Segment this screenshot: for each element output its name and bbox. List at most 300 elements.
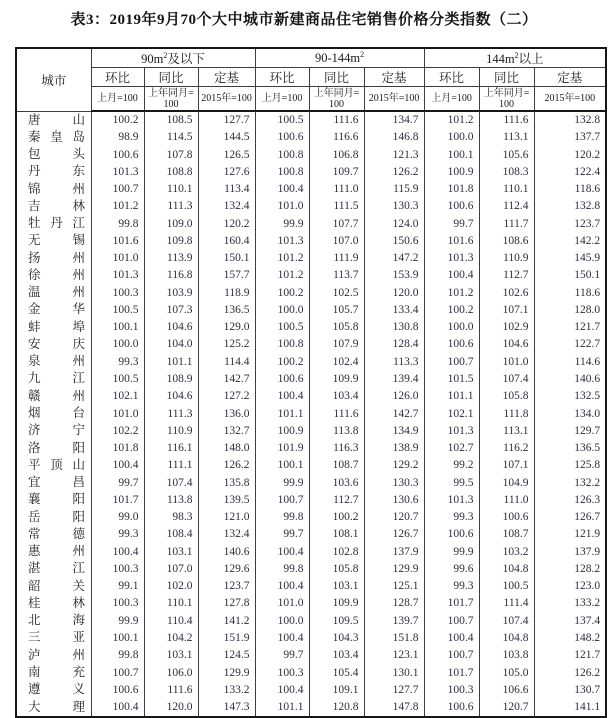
metric-header-mom: 环比 <box>424 68 479 87</box>
value-cell: 127.7 <box>364 681 424 698</box>
base-header-same-month-last-year: 上年同月=100 <box>309 87 364 112</box>
city-cell <box>16 370 91 387</box>
city-name: 桂林 <box>28 595 85 610</box>
value-cell: 132.8 <box>534 198 606 215</box>
table-row <box>16 543 606 560</box>
value-cell: 109.5 <box>309 612 364 629</box>
value-cell: 136.0 <box>198 405 255 422</box>
city-name: 岳阳 <box>28 509 85 524</box>
value-cell: 133.4 <box>364 301 424 318</box>
value-cell: 136.5 <box>198 301 255 318</box>
value-cell: 141.2 <box>198 612 255 629</box>
group-label-suffix: 以上 <box>518 52 544 66</box>
table-row <box>16 181 606 198</box>
value-cell: 99.2 <box>424 457 479 474</box>
value-cell: 99.3 <box>91 526 144 543</box>
value-cell: 114.6 <box>534 353 606 370</box>
city-cell <box>16 440 91 457</box>
city-name: 徐州 <box>28 267 85 282</box>
value-cell: 113.9 <box>144 250 198 267</box>
city-cell <box>16 647 91 664</box>
table-row <box>16 388 606 405</box>
value-cell: 107.0 <box>144 560 198 577</box>
value-cell: 141.1 <box>534 699 606 717</box>
value-cell: 132.4 <box>198 526 255 543</box>
value-cell: 128.4 <box>364 336 424 353</box>
value-cell: 145.9 <box>534 250 606 267</box>
city-cell <box>16 319 91 336</box>
value-cell: 116.2 <box>479 440 534 457</box>
city-cell <box>16 699 91 717</box>
value-cell: 116.1 <box>144 440 198 457</box>
value-cell: 144.5 <box>198 129 255 146</box>
value-cell: 100.4 <box>424 629 479 646</box>
table-row <box>16 163 606 180</box>
value-cell: 113.4 <box>198 181 255 198</box>
value-cell: 137.9 <box>534 543 606 560</box>
value-cell: 101.2 <box>255 250 309 267</box>
table-row <box>16 232 606 249</box>
value-cell: 100.4 <box>255 543 309 560</box>
city-name: 宜昌 <box>28 475 85 490</box>
value-cell: 100.6 <box>91 681 144 698</box>
value-cell: 146.8 <box>364 129 424 146</box>
value-cell: 101.2 <box>91 198 144 215</box>
value-cell: 99.9 <box>255 215 309 232</box>
value-cell: 100.4 <box>424 267 479 284</box>
city-name: 襄阳 <box>28 492 85 507</box>
value-cell: 103.4 <box>309 647 364 664</box>
city-cell <box>16 267 91 284</box>
group-label: 144m <box>486 52 515 66</box>
table-row <box>16 250 606 267</box>
value-cell: 100.4 <box>255 681 309 698</box>
value-cell: 108.3 <box>479 163 534 180</box>
value-cell: 128.2 <box>534 560 606 577</box>
value-cell: 108.6 <box>479 232 534 249</box>
value-cell: 112.7 <box>309 491 364 508</box>
value-cell: 102.1 <box>91 388 144 405</box>
value-cell: 111.6 <box>144 681 198 698</box>
value-cell: 100.1 <box>91 629 144 646</box>
value-cell: 139.5 <box>198 491 255 508</box>
value-cell: 140.6 <box>534 370 606 387</box>
value-cell: 107.4 <box>479 370 534 387</box>
metric-header-mom: 环比 <box>255 68 309 87</box>
value-cell: 101.7 <box>91 491 144 508</box>
value-cell: 105.0 <box>479 664 534 681</box>
city-cell <box>16 146 91 163</box>
value-cell: 100.2 <box>424 301 479 318</box>
value-cell: 121.7 <box>534 319 606 336</box>
value-cell: 100.0 <box>424 129 479 146</box>
value-cell: 104.2 <box>144 629 198 646</box>
value-cell: 107.8 <box>144 146 198 163</box>
value-cell: 116.6 <box>309 129 364 146</box>
group-header-90-and-below <box>91 48 255 68</box>
city-name: 扬州 <box>28 250 85 265</box>
value-cell: 111.3 <box>144 405 198 422</box>
base-header-prev-month: 上月=100 <box>255 87 309 112</box>
value-cell: 133.2 <box>534 595 606 612</box>
city-name: 锦州 <box>28 181 85 196</box>
value-cell: 118.6 <box>534 181 606 198</box>
superscript-2: 2 <box>163 50 168 60</box>
city-name: 韶关 <box>28 578 85 593</box>
value-cell: 130.8 <box>364 319 424 336</box>
value-cell: 108.8 <box>144 163 198 180</box>
value-cell: 102.4 <box>309 353 364 370</box>
page-title: 表3：2019年9月70个大中城市新建商品住宅销售价格分类指数（二） <box>70 12 538 28</box>
value-cell: 133.2 <box>198 681 255 698</box>
base-header-2015: 2015年=100 <box>534 87 606 112</box>
city-name: 吉林 <box>28 198 85 213</box>
value-cell: 100.0 <box>255 301 309 318</box>
value-cell: 107.7 <box>309 215 364 232</box>
city-name: 湛江 <box>28 561 85 576</box>
city-cell <box>16 526 91 543</box>
value-cell: 101.6 <box>424 232 479 249</box>
value-cell: 137.9 <box>364 543 424 560</box>
value-cell: 101.2 <box>424 284 479 301</box>
value-cell: 110.1 <box>144 595 198 612</box>
city-cell <box>16 250 91 267</box>
metric-header-fixed-base: 定基 <box>198 68 255 87</box>
value-cell: 102.6 <box>479 284 534 301</box>
city-name: 九江 <box>28 371 85 386</box>
city-name: 无锡 <box>28 233 85 248</box>
value-cell: 148.0 <box>198 440 255 457</box>
value-cell: 136.5 <box>534 440 606 457</box>
value-cell: 108.4 <box>144 526 198 543</box>
value-cell: 132.8 <box>534 111 606 129</box>
value-cell: 128.7 <box>364 595 424 612</box>
table-row <box>16 509 606 526</box>
value-cell: 105.8 <box>309 560 364 577</box>
city-cell <box>16 301 91 318</box>
group-header-144-above <box>424 48 606 68</box>
city-name: 常德 <box>28 526 85 541</box>
table-row <box>16 111 606 129</box>
value-cell: 151.8 <box>364 629 424 646</box>
value-cell: 104.6 <box>144 388 198 405</box>
value-cell: 120.2 <box>198 215 255 232</box>
value-cell: 101.1 <box>255 405 309 422</box>
value-cell: 99.7 <box>255 647 309 664</box>
value-cell: 107.4 <box>479 612 534 629</box>
value-cell: 113.1 <box>479 422 534 439</box>
table-row <box>16 560 606 577</box>
value-cell: 111.6 <box>309 111 364 129</box>
value-cell: 100.3 <box>91 284 144 301</box>
city-name: 烟台 <box>28 406 85 421</box>
value-cell: 125.2 <box>198 336 255 353</box>
value-cell: 113.8 <box>144 491 198 508</box>
city-cell <box>16 215 91 232</box>
value-cell: 134.0 <box>534 405 606 422</box>
value-cell: 99.8 <box>255 560 309 577</box>
value-cell: 101.0 <box>91 250 144 267</box>
value-cell: 100.7 <box>91 181 144 198</box>
value-cell: 100.7 <box>91 664 144 681</box>
value-cell: 101.9 <box>255 440 309 457</box>
value-cell: 130.6 <box>364 491 424 508</box>
value-cell: 113.8 <box>309 422 364 439</box>
value-cell: 111.0 <box>479 491 534 508</box>
metric-header-mom: 环比 <box>91 68 144 87</box>
value-cell: 100.0 <box>255 612 309 629</box>
value-cell: 103.2 <box>479 543 534 560</box>
group-header-90-144 <box>255 48 424 68</box>
value-cell: 120.8 <box>309 699 364 717</box>
value-cell: 139.4 <box>364 370 424 387</box>
city-cell <box>16 422 91 439</box>
value-cell: 106.6 <box>479 681 534 698</box>
value-cell: 126.7 <box>364 526 424 543</box>
table-row <box>16 353 606 370</box>
city-cell <box>16 111 91 129</box>
value-cell: 111.1 <box>144 457 198 474</box>
value-cell: 125.1 <box>364 578 424 595</box>
metric-header-row <box>16 68 606 87</box>
value-cell: 153.9 <box>364 267 424 284</box>
city-column-header: 城市 <box>16 48 91 111</box>
value-cell: 100.6 <box>424 198 479 215</box>
table-row <box>16 491 606 508</box>
city-name: 南充 <box>28 665 85 679</box>
value-cell: 101.3 <box>91 163 144 180</box>
value-cell: 99.9 <box>424 543 479 560</box>
value-cell: 129.2 <box>364 457 424 474</box>
value-cell: 127.2 <box>198 388 255 405</box>
value-cell: 130.3 <box>364 198 424 215</box>
value-cell: 100.3 <box>424 681 479 698</box>
value-cell: 123.7 <box>198 578 255 595</box>
value-cell: 99.8 <box>91 647 144 664</box>
value-cell: 132.7 <box>198 422 255 439</box>
value-cell: 102.9 <box>479 319 534 336</box>
value-cell: 102.8 <box>309 543 364 560</box>
value-cell: 122.7 <box>534 336 606 353</box>
value-cell: 120.7 <box>479 699 534 717</box>
value-cell: 109.9 <box>309 370 364 387</box>
value-cell: 101.0 <box>479 353 534 370</box>
value-cell: 126.2 <box>364 163 424 180</box>
value-cell: 100.4 <box>91 457 144 474</box>
table-body <box>16 111 606 717</box>
city-name: 牡丹江 <box>28 216 85 231</box>
value-cell: 142.7 <box>198 370 255 387</box>
value-cell: 107.0 <box>309 232 364 249</box>
value-cell: 101.0 <box>255 198 309 215</box>
value-cell: 107.1 <box>479 301 534 318</box>
value-cell: 100.6 <box>91 146 144 163</box>
superscript-2: 2 <box>514 50 519 60</box>
city-cell <box>16 629 91 646</box>
city-cell <box>16 509 91 526</box>
value-cell: 111.9 <box>309 250 364 267</box>
value-cell: 132.4 <box>198 198 255 215</box>
value-cell: 100.8 <box>255 336 309 353</box>
value-cell: 100.4 <box>91 699 144 717</box>
value-cell: 104.8 <box>479 629 534 646</box>
value-cell: 100.5 <box>91 370 144 387</box>
city-cell <box>16 388 91 405</box>
city-cell <box>16 560 91 577</box>
metric-header-yoy: 同比 <box>144 68 198 87</box>
value-cell: 104.6 <box>144 319 198 336</box>
value-cell: 142.2 <box>534 232 606 249</box>
value-cell: 113.1 <box>479 129 534 146</box>
value-cell: 108.1 <box>309 526 364 543</box>
value-cell: 100.2 <box>309 509 364 526</box>
city-name: 唐山 <box>28 112 85 127</box>
value-cell: 110.1 <box>144 181 198 198</box>
value-cell: 100.1 <box>255 457 309 474</box>
table-row <box>16 474 606 491</box>
table-row <box>16 664 606 681</box>
city-cell <box>16 612 91 629</box>
metric-header-yoy: 同比 <box>479 68 534 87</box>
table-row <box>16 422 606 439</box>
value-cell: 108.7 <box>309 457 364 474</box>
table-row <box>16 440 606 457</box>
value-cell: 100.1 <box>91 319 144 336</box>
value-cell: 123.1 <box>364 647 424 664</box>
value-cell: 121.0 <box>198 509 255 526</box>
value-cell: 98.9 <box>91 129 144 146</box>
value-cell: 100.5 <box>255 111 309 129</box>
value-cell: 102.0 <box>144 578 198 595</box>
value-cell: 100.6 <box>424 336 479 353</box>
value-cell: 100.2 <box>255 284 309 301</box>
value-cell: 111.8 <box>479 405 534 422</box>
value-cell: 101.3 <box>91 267 144 284</box>
value-cell: 138.9 <box>364 440 424 457</box>
group-label-suffix: 及以下 <box>167 52 205 66</box>
value-cell: 103.1 <box>309 578 364 595</box>
city-name: 大理 <box>28 699 85 714</box>
value-cell: 111.7 <box>479 215 534 232</box>
city-cell <box>16 181 91 198</box>
city-name: 平顶山 <box>28 457 85 472</box>
city-cell <box>16 595 91 612</box>
value-cell: 129.9 <box>364 560 424 577</box>
metric-header-fixed-base: 定基 <box>534 68 606 87</box>
value-cell: 120.0 <box>144 699 198 717</box>
table-row <box>16 526 606 543</box>
value-cell: 120.0 <box>364 284 424 301</box>
value-cell: 109.0 <box>144 215 198 232</box>
value-cell: 103.6 <box>309 474 364 491</box>
value-cell: 135.8 <box>198 474 255 491</box>
table-row <box>16 129 606 146</box>
value-cell: 104.3 <box>309 629 364 646</box>
value-cell: 101.3 <box>424 422 479 439</box>
value-cell: 111.6 <box>309 405 364 422</box>
value-cell: 100.5 <box>91 301 144 318</box>
value-cell: 101.2 <box>255 267 309 284</box>
value-cell: 130.3 <box>364 474 424 491</box>
value-cell: 107.9 <box>309 336 364 353</box>
table-row <box>16 699 606 717</box>
value-cell: 150.1 <box>198 250 255 267</box>
value-cell: 108.5 <box>144 111 198 129</box>
table-row <box>16 681 606 698</box>
value-cell: 126.5 <box>198 146 255 163</box>
base-header-same-month-last-year: 上年同月=100 <box>144 87 198 112</box>
value-cell: 150.1 <box>534 267 606 284</box>
value-cell: 99.8 <box>255 509 309 526</box>
value-cell: 100.4 <box>255 578 309 595</box>
base-header-2015: 2015年=100 <box>198 87 255 112</box>
value-cell: 100.5 <box>479 578 534 595</box>
value-cell: 134.7 <box>364 111 424 129</box>
value-cell: 99.6 <box>424 560 479 577</box>
value-cell: 124.5 <box>198 647 255 664</box>
value-cell: 105.4 <box>309 664 364 681</box>
value-cell: 100.2 <box>91 111 144 129</box>
superscript-2: 2 <box>360 49 365 59</box>
value-cell: 106.0 <box>144 664 198 681</box>
city-cell <box>16 543 91 560</box>
value-cell: 104.9 <box>479 474 534 491</box>
value-cell: 99.0 <box>91 509 144 526</box>
value-cell: 100.3 <box>91 560 144 577</box>
value-cell: 100.6 <box>255 129 309 146</box>
value-cell: 100.8 <box>255 163 309 180</box>
value-cell: 99.3 <box>424 509 479 526</box>
value-cell: 110.1 <box>479 181 534 198</box>
value-cell: 103.9 <box>144 284 198 301</box>
value-cell: 102.1 <box>424 405 479 422</box>
city-cell <box>16 284 91 301</box>
value-cell: 102.2 <box>91 422 144 439</box>
value-cell: 112.4 <box>479 198 534 215</box>
city-name: 包头 <box>28 147 85 162</box>
value-cell: 101.8 <box>424 181 479 198</box>
value-cell: 107.3 <box>144 301 198 318</box>
table-row <box>16 215 606 232</box>
value-cell: 100.0 <box>424 319 479 336</box>
value-cell: 132.2 <box>534 474 606 491</box>
city-cell <box>16 578 91 595</box>
value-cell: 107.1 <box>479 457 534 474</box>
value-cell: 101.1 <box>424 388 479 405</box>
value-cell: 100.6 <box>479 509 534 526</box>
value-cell: 122.4 <box>534 163 606 180</box>
table-row <box>16 336 606 353</box>
value-cell: 147.2 <box>364 250 424 267</box>
city-cell <box>16 198 91 215</box>
value-cell: 111.6 <box>479 111 534 129</box>
metric-header-fixed-base: 定基 <box>364 68 424 87</box>
city-name: 秦皇岛 <box>28 129 85 144</box>
value-cell: 126.3 <box>534 491 606 508</box>
city-name: 赣州 <box>28 388 85 403</box>
base-header-prev-month: 上月=100 <box>91 87 144 112</box>
group-label: 90m <box>141 52 164 66</box>
city-name: 丹东 <box>28 164 85 179</box>
table-row <box>16 301 606 318</box>
value-cell: 100.1 <box>424 146 479 163</box>
value-cell: 100.5 <box>255 319 309 336</box>
value-cell: 101.1 <box>255 699 309 717</box>
city-name: 泸州 <box>28 647 85 662</box>
value-cell: 127.7 <box>198 111 255 129</box>
value-cell: 127.8 <box>198 595 255 612</box>
city-name: 蚌埠 <box>28 319 85 334</box>
